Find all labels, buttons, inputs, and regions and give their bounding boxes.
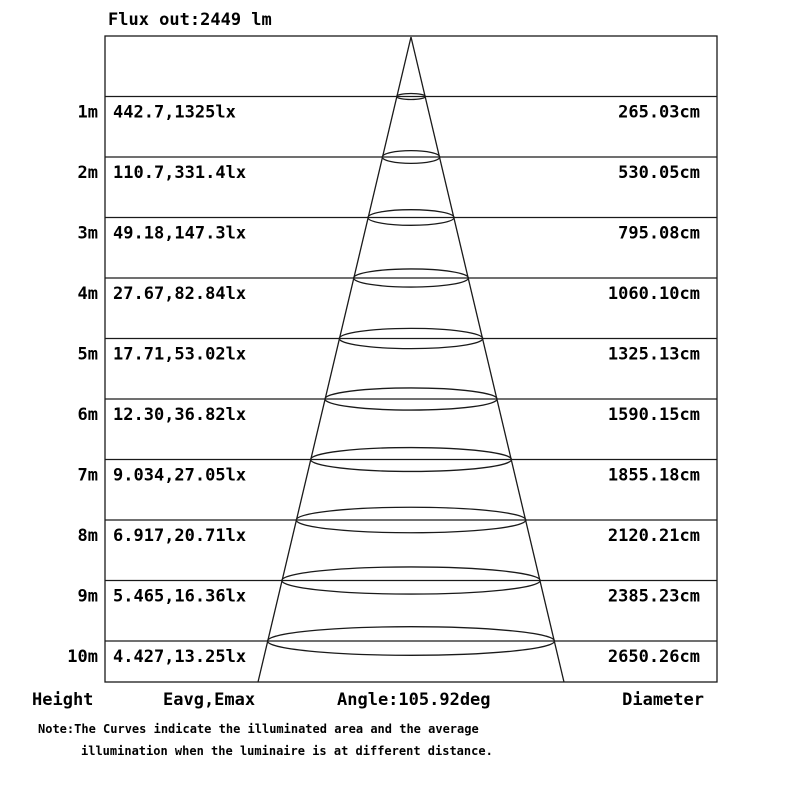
cone-edge-right	[411, 37, 564, 682]
diameter-value: 1325.13cm	[607, 344, 700, 365]
eavg-emax-value: 5.465,16.36lx	[113, 586, 247, 607]
eavg-emax-value: 6.917,20.71lx	[113, 526, 247, 546]
chart-layer	[67, 37, 717, 682]
eavg-emax-value: 110.7,331.4lx	[113, 163, 247, 183]
diameter-value: 795.08cm	[618, 223, 700, 244]
diameter-value: 2650.26cm	[607, 647, 700, 667]
note-line-2: illumination when the luminaire is at different distance.	[81, 744, 493, 758]
diameter-column-label: Diameter	[622, 690, 704, 710]
eavg-emax-value: 12.30,36.82lx	[113, 405, 247, 425]
height-label: 2m	[77, 163, 98, 183]
beam-angle-label: Angle:105.92deg	[337, 690, 491, 710]
height-label: 9m	[77, 586, 98, 607]
diameter-value: 1590.15cm	[607, 405, 700, 425]
eavg-emax-value: 49.18,147.3lx	[113, 223, 247, 244]
height-label: 1m	[77, 102, 98, 123]
eavg-emax-value: 9.034,27.05lx	[113, 465, 247, 486]
height-label: 10m	[67, 647, 98, 667]
height-label: 6m	[77, 405, 98, 425]
note-line-1: Note:The Curves indicate the illuminated area and the average	[38, 722, 479, 736]
height-label: 7m	[77, 465, 98, 486]
diameter-value: 265.03cm	[618, 102, 700, 123]
eavg-emax-value: 442.7,1325lx	[113, 102, 236, 123]
height-label: 3m	[77, 223, 98, 244]
eavg-emax-value: 27.67,82.84lx	[113, 284, 247, 304]
flux-out-label: Flux out:2449 lm	[108, 10, 272, 30]
height-column-label: Height	[32, 690, 94, 710]
eavg-emax-column-label: Eavg,Emax	[163, 690, 256, 710]
diameter-value: 2385.23cm	[607, 586, 700, 607]
height-label: 5m	[77, 344, 98, 365]
eavg-emax-value: 4.427,13.25lx	[113, 647, 247, 667]
cone-edge-left	[258, 37, 411, 682]
height-label: 4m	[77, 284, 98, 304]
diameter-value: 530.05cm	[618, 163, 700, 183]
diameter-value: 1060.10cm	[607, 284, 700, 304]
height-label: 8m	[77, 526, 98, 546]
eavg-emax-value: 17.71,53.02lx	[113, 344, 247, 365]
diameter-value: 2120.21cm	[607, 526, 700, 546]
diameter-value: 1855.18cm	[607, 465, 700, 486]
